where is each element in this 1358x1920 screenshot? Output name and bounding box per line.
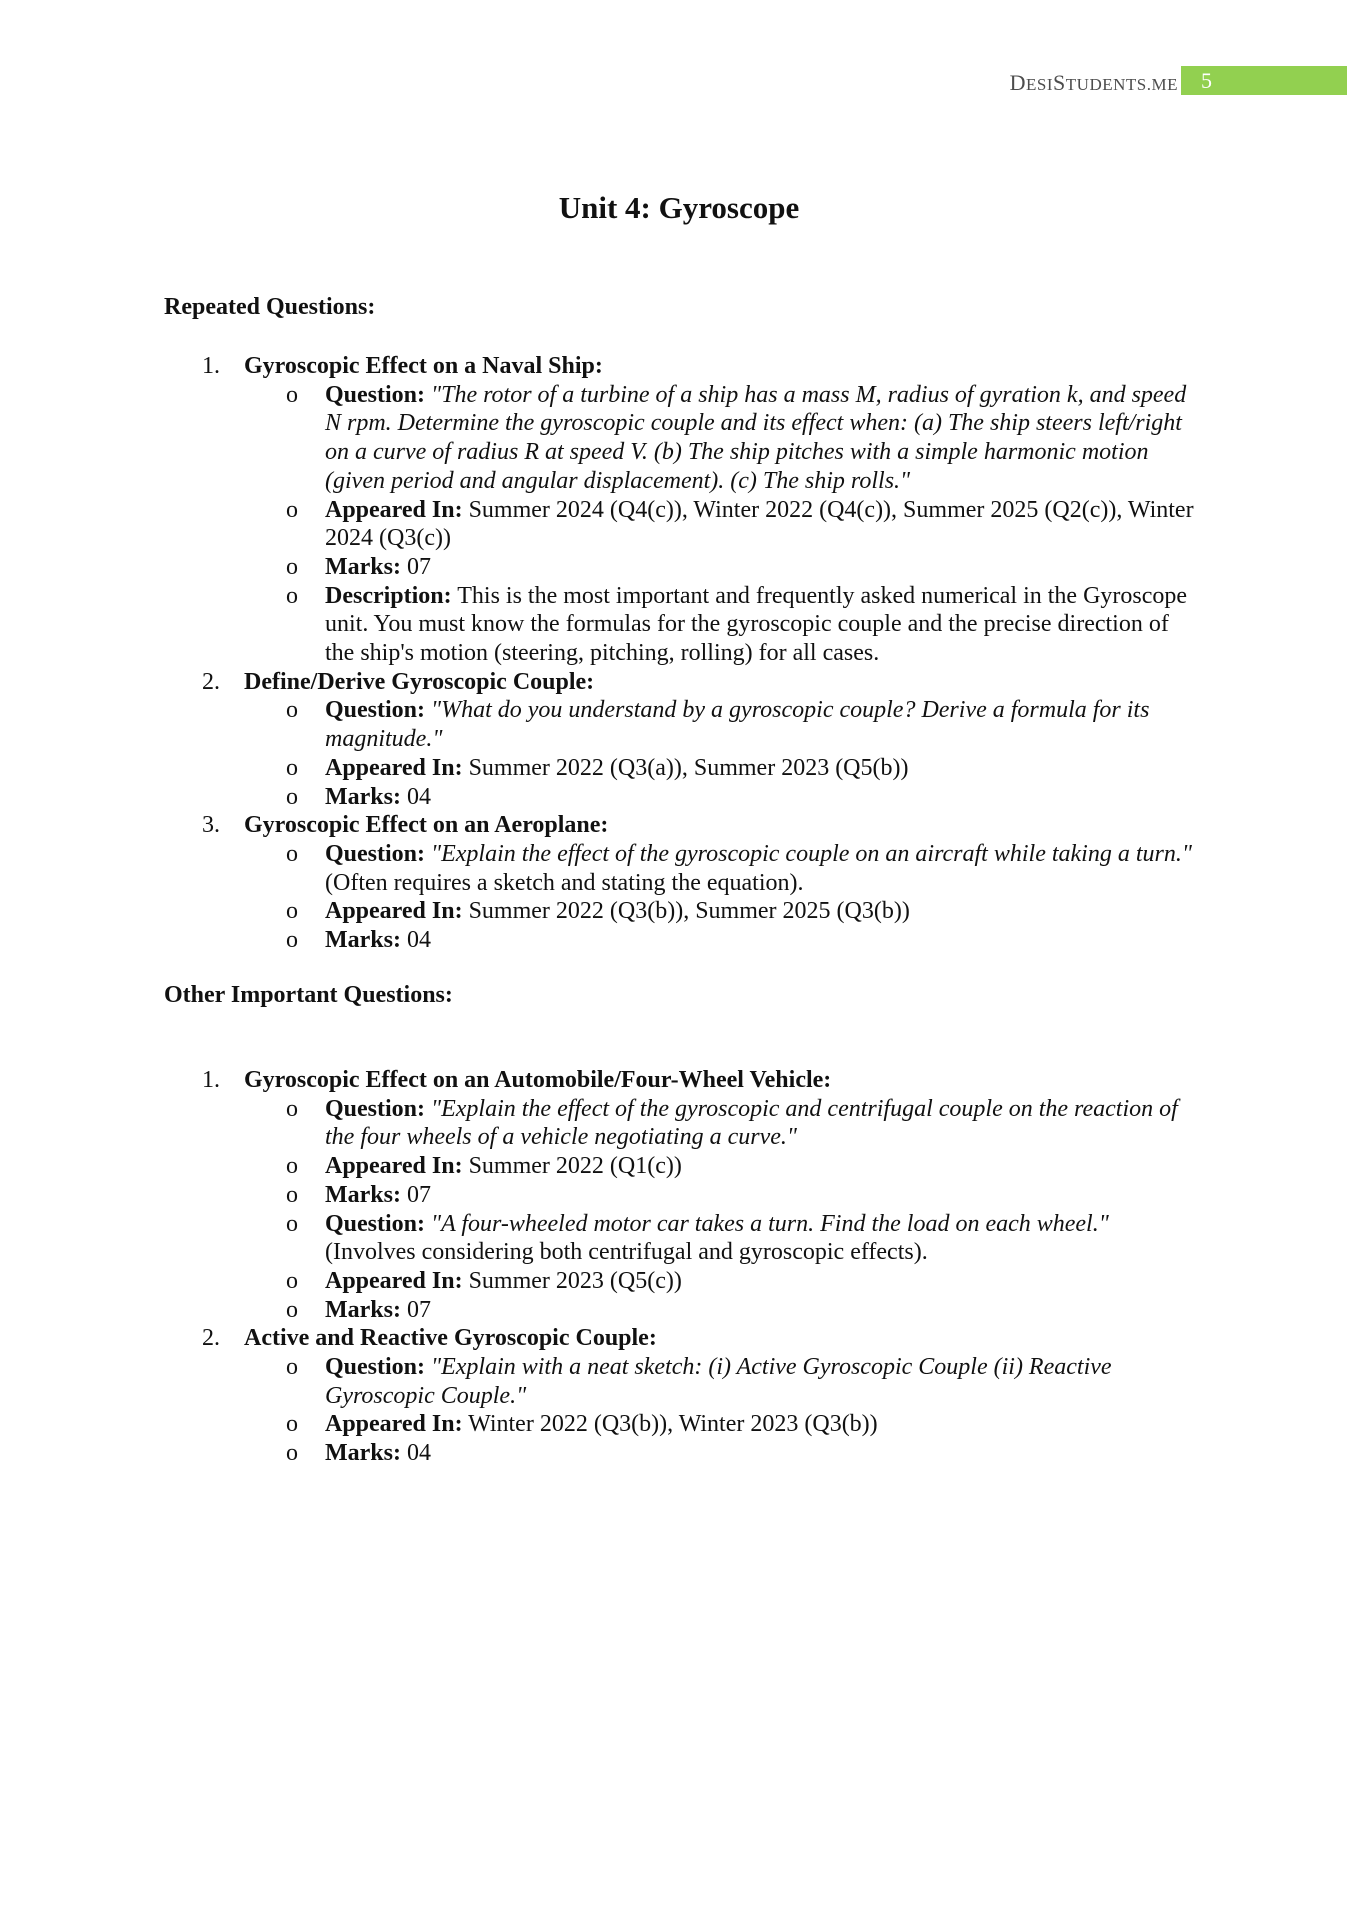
question-number: 2.	[202, 1325, 220, 1352]
site-name-part: D	[1009, 70, 1027, 95]
detail-note: (Involves considering both centrifugal and gyroscopic effects).	[325, 1239, 928, 1266]
detail-item	[244, 496, 1214, 553]
detail-label: Question:	[325, 1354, 426, 1381]
question-title: Gyroscopic Effect on a Naval Ship:	[244, 353, 603, 379]
bullet-marker: o	[286, 1181, 298, 1208]
bullet-marker: o	[286, 1153, 298, 1180]
detail-label: Description:	[325, 582, 452, 609]
detail-text: Summer 2022 (Q3(b)), Summer 2025 (Q3(b))	[468, 898, 910, 925]
detail-item	[244, 926, 1214, 955]
detail-label: Marks:	[325, 783, 401, 810]
detail-text: 07	[406, 1296, 431, 1323]
detail-text: Winter 2022 (Q3(b)), Winter 2023 (Q3(b))	[468, 1411, 878, 1438]
page-header	[0, 66, 1358, 98]
detail-label: Appeared In:	[325, 1267, 463, 1294]
question-title: Gyroscopic Effect on an Automobile/Four-Wheel Vehicle:	[244, 1067, 832, 1093]
repeated-questions-list	[164, 352, 1214, 955]
question-item	[164, 668, 1214, 812]
bullet-marker: o	[286, 1210, 298, 1237]
other-questions-list	[164, 1066, 1214, 1468]
section-heading-other: Other Important Questions:	[164, 982, 453, 1008]
detail-label: Appeared In:	[325, 496, 463, 523]
detail-text: Summer 2024 (Q4(c)), Winter 2022 (Q4(c)), Summer 2025 (Q2(c)), Winter 2024 (Q3(c))	[325, 496, 1194, 552]
detail-text: 07	[406, 1181, 431, 1208]
bullet-marker: o	[286, 1411, 298, 1438]
detail-text: "A four-wheeled motor car takes a turn. Find the load on each wheel."	[431, 1210, 1109, 1237]
detail-item	[244, 897, 1214, 926]
detail-item	[244, 783, 1214, 812]
detail-text: 04	[406, 927, 431, 954]
detail-text: "What do you understand by a gyroscopic couple? Derive a formula for its magnitude."	[325, 697, 1150, 753]
question-title: Gyroscopic Effect on an Aeroplane:	[244, 812, 609, 839]
detail-item	[244, 754, 1214, 783]
bullet-marker: o	[286, 553, 298, 580]
question-item	[164, 352, 1214, 668]
bullet-marker: o	[286, 1440, 298, 1467]
detail-text: Summer 2022 (Q1(c))	[468, 1153, 682, 1180]
detail-text: 04	[406, 783, 431, 810]
detail-label: Marks:	[325, 927, 401, 954]
site-name-part: ESI	[1026, 75, 1054, 94]
bullet-marker: o	[286, 1095, 298, 1122]
detail-label: Appeared In:	[325, 1411, 463, 1438]
bullet-marker: o	[286, 840, 298, 867]
detail-label: Appeared In:	[325, 754, 463, 781]
detail-text: Summer 2022 (Q3(a)), Summer 2023 (Q5(b))	[468, 754, 909, 781]
detail-list	[244, 381, 1214, 668]
question-title: Active and Reactive Gyroscopic Couple:	[244, 1325, 657, 1352]
detail-item	[244, 1410, 1214, 1439]
detail-text: This is the most important and frequently asked numerical in the Gyroscope unit. You must know the formulas for the gyroscopic couple and the precise direction of the ship's motion (steering, pitching, rolling) for all cases.	[325, 582, 1188, 667]
detail-text: Summer 2023 (Q5(c))	[468, 1267, 682, 1294]
question-item	[164, 1324, 1214, 1468]
detail-item	[244, 1095, 1214, 1152]
detail-label: Appeared In:	[325, 1153, 463, 1180]
question-item	[164, 1066, 1214, 1324]
detail-label: Marks:	[325, 1296, 401, 1323]
bullet-marker: o	[286, 697, 298, 724]
detail-text: "Explain with a neat sketch: (i) Active Gyroscopic Couple (ii) Reactive Gyroscopic Couple."	[325, 1354, 1112, 1409]
detail-item	[244, 1181, 1214, 1210]
bullet-marker: o	[286, 1267, 298, 1294]
page-title: Unit 4: Gyroscope	[558, 190, 800, 225]
site-name-part: TUDENTS	[1065, 75, 1147, 94]
detail-label: Question:	[325, 1095, 426, 1122]
site-name-part: .ME	[1146, 75, 1178, 94]
page-number: 5	[1181, 66, 1347, 95]
bullet-marker: o	[286, 1296, 298, 1323]
detail-label: Question:	[325, 697, 426, 724]
detail-label: Question:	[325, 840, 426, 867]
detail-text: "Explain the effect of the gyroscopic and centrifugal couple on the reaction of the four wheels of a vehicle negotiating a curve."	[325, 1095, 1178, 1151]
detail-label: Question:	[325, 381, 426, 408]
detail-list	[244, 840, 1214, 955]
detail-text: "The rotor of a turbine of a ship has a mass M, radius of gyration k, and speed N rpm. Determine the gyroscopic couple and its effect when: (a) The ship steers left/right on a curve of radius R at speed V. (b) The ship pitches with a simple harmonic motion (given period and angular displacement). (c) The ship rolls."	[325, 381, 1187, 494]
detail-item	[244, 696, 1214, 753]
question-title: Define/Derive Gyroscopic Couple:	[244, 668, 595, 695]
bullet-marker: o	[286, 496, 298, 523]
bullet-marker: o	[286, 582, 298, 609]
detail-label: Question:	[325, 1210, 426, 1237]
site-name-part: S	[1053, 70, 1066, 95]
detail-label: Appeared In:	[325, 898, 463, 925]
detail-list	[244, 1095, 1214, 1325]
detail-note: (Often requires a sketch and stating the equation).	[325, 869, 804, 896]
site-name	[1010, 70, 1178, 96]
bullet-marker: o	[286, 754, 298, 781]
question-number: 3.	[202, 812, 220, 839]
detail-item	[244, 1439, 1214, 1468]
detail-item	[244, 1152, 1214, 1181]
detail-text: 07	[406, 553, 431, 580]
detail-item	[244, 1210, 1214, 1267]
question-number: 2.	[202, 668, 220, 695]
detail-label: Marks:	[325, 1181, 401, 1208]
detail-item	[244, 840, 1214, 897]
detail-label: Marks:	[325, 1440, 401, 1467]
question-number: 1.	[202, 353, 220, 379]
bullet-marker: o	[286, 1354, 298, 1381]
bullet-marker: o	[286, 898, 298, 925]
question-item	[164, 811, 1214, 955]
section-heading-repeated: Repeated Questions:	[164, 294, 376, 320]
detail-list	[244, 696, 1214, 811]
detail-label: Marks:	[325, 553, 401, 580]
detail-item	[244, 553, 1214, 582]
bullet-marker: o	[286, 783, 298, 810]
detail-text: "Explain the effect of the gyroscopic couple on an aircraft while taking a turn."	[431, 840, 1192, 867]
detail-item	[244, 381, 1214, 496]
detail-item	[244, 1267, 1214, 1296]
detail-item	[244, 1353, 1214, 1410]
bullet-marker: o	[286, 381, 298, 408]
question-number: 1.	[202, 1067, 220, 1093]
bullet-marker: o	[286, 927, 298, 954]
detail-list	[244, 1353, 1214, 1468]
detail-text: 04	[406, 1440, 431, 1467]
detail-item	[244, 1296, 1214, 1325]
detail-item	[244, 582, 1214, 668]
